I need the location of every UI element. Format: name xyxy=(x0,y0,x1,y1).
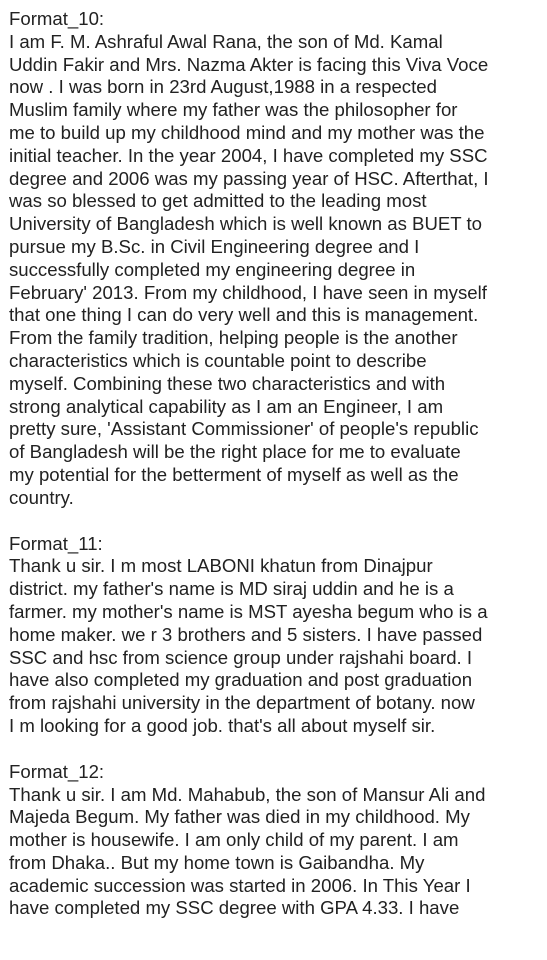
paragraph-line: from Dhaka.. But my home town is Gaibandha. My xyxy=(9,851,425,873)
paragraph-line: successfully completed my engineering degree in xyxy=(9,258,416,280)
paragraph-line: have completed my SSC degree with GPA 4.33. I have xyxy=(9,897,460,919)
paragraph-line: of Bangladesh will be the right place for me to evaluate xyxy=(9,441,461,463)
paragraph-line: I m looking for a good job. that's all about myself sir. xyxy=(9,714,436,736)
section-heading: Format_12: xyxy=(9,760,105,782)
paragraph-line: Thank u sir. I m most LABONI khatun from Dinajpur xyxy=(9,555,433,577)
paragraph-line: home maker. we r 3 brothers and 5 sisters. I have passed xyxy=(9,623,483,645)
paragraph-line: February' 2013. From my childhood, I have seen in myself xyxy=(9,281,487,303)
paragraph-line: I am F. M. Ashraful Awal Rana, the son of Md. Kamal xyxy=(9,30,443,52)
section-heading: Format_10: xyxy=(9,8,105,29)
paragraph-line: From the family tradition, helping people is the another xyxy=(9,327,458,349)
paragraph-line: was so blessed to get admitted to the leading most xyxy=(9,190,427,212)
document-page xyxy=(9,8,541,920)
paragraph-line: have also completed my graduation and post graduation xyxy=(9,669,473,691)
paragraph-line: farmer. my mother's name is MST ayesha begum who is a xyxy=(9,600,488,622)
format-10-section xyxy=(9,8,541,510)
paragraph-line: district. my father's name is MD siraj uddin and he is a xyxy=(9,578,454,600)
paragraph-line: Uddin Fakir and Mrs. Nazma Akter is facing this Viva Voce xyxy=(9,53,489,75)
format-12-section xyxy=(9,761,541,921)
paragraph-line: academic succession was started in 2006. In This Year I xyxy=(9,874,471,896)
paragraph-line: University of Bangladesh which is well known as BUET to xyxy=(9,213,482,235)
paragraph-line: SSC and hsc from science group under rajshahi board. I xyxy=(9,646,473,668)
paragraph-line: country. xyxy=(9,486,74,508)
paragraph-line: from rajshahi university in the department of botany. now xyxy=(9,692,475,714)
paragraph-line: pursue my B.Sc. in Civil Engineering degree and I xyxy=(9,235,420,257)
section-heading: Format_11: xyxy=(9,532,103,554)
paragraph-line: pretty sure, 'Assistant Commissioner' of people's republic xyxy=(9,418,479,440)
paragraph-line: me to build up my childhood mind and my mother was the xyxy=(9,121,485,143)
paragraph-line: Muslim family where my father was the philosopher for xyxy=(9,99,458,121)
paragraph-line: strong analytical capability as I am an Engineer, I am xyxy=(9,395,444,417)
paragraph-line: initial teacher. In the year 2004, I have completed my SSC xyxy=(9,144,488,166)
paragraph-line: degree and 2006 was my passing year of HSC. Afterthat, I xyxy=(9,167,489,189)
paragraph-line: now . I was born in 23rd August,1988 in a respected xyxy=(9,76,437,98)
paragraph-line: myself. Combining these two characteristics and with xyxy=(9,372,446,394)
format-11-section xyxy=(9,533,541,738)
paragraph-line: my potential for the betterment of myself as well as the xyxy=(9,463,459,485)
paragraph-line: Majeda Begum. My father was died in my childhood. My xyxy=(9,806,470,828)
paragraph-line: mother is housewife. I am only child of my parent. I am xyxy=(9,829,459,851)
paragraph-line: characteristics which is countable point to describe xyxy=(9,349,427,371)
paragraph-line: Thank u sir. I am Md. Mahabub, the son of Mansur Ali and xyxy=(9,783,486,805)
paragraph-line: that one thing I can do very well and this is management. xyxy=(9,304,479,326)
